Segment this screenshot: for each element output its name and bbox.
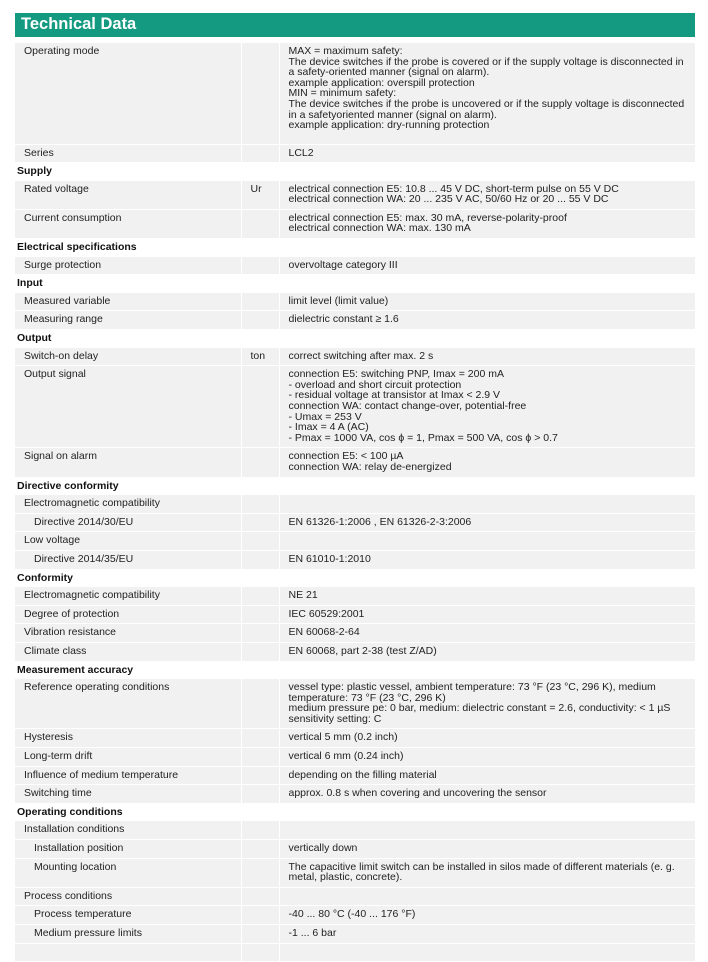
table-row <box>15 43 695 144</box>
row-value: overvoltage category III <box>279 257 695 275</box>
row-value: IEC 60529:2001 <box>279 605 695 624</box>
row-label: Reference operating conditions <box>15 679 241 729</box>
row-label: Electromagnetic compatibility <box>15 587 241 605</box>
row-value: EN 61010-1:2010 <box>279 550 695 569</box>
row-label: Influence of medium temperature <box>15 766 241 785</box>
table-row <box>15 821 695 839</box>
table-row <box>15 311 695 330</box>
previous-page-text-fragment <box>16 0 696 6</box>
section-heading: Measurement accuracy <box>15 661 695 679</box>
row-value: approx. 0.8 s when covering and uncovering the sensor <box>279 785 695 804</box>
table-row <box>15 257 695 275</box>
row-value: LCL2 <box>279 144 695 163</box>
table-row <box>15 943 695 962</box>
table-row <box>15 858 695 887</box>
section-heading: Input <box>15 275 695 293</box>
table-row <box>15 532 695 551</box>
table-row <box>15 748 695 767</box>
row-label: Surge protection <box>15 257 241 275</box>
table-row <box>15 144 695 163</box>
row-label: Low voltage <box>15 532 241 551</box>
section-heading: Conformity <box>15 569 695 587</box>
section-header <box>15 13 695 37</box>
row-value: The capacitive limit switch can be installed in silos made of different materials (e. g. metal, plastic, concrete). <box>279 858 695 887</box>
row-label: Series <box>15 144 241 163</box>
row-label: Long-term drift <box>15 748 241 767</box>
row-label: Measuring range <box>15 311 241 330</box>
row-label: Rated voltage <box>15 181 241 210</box>
table-row <box>15 840 695 859</box>
row-label: Vibration resistance <box>15 624 241 643</box>
section-heading: Operating conditions <box>15 803 695 821</box>
table-row <box>15 513 695 532</box>
row-value: connection E5: switching PNP, Imax = 200 mA - overload and short circuit protection - residual voltage at transistor at Imax < 2.9 V connection WA: contact change-over, potential-free - Umax = 253 V - Imax = 4 A (AC) - Pmax = 1000 VA, cos ϕ = 1, Pmax = 500 VA, cos ϕ > 0.7 <box>279 366 695 448</box>
table-row <box>15 887 695 906</box>
row-label: Directive 2014/35/EU <box>15 550 241 569</box>
row-label: Medium pressure limits <box>15 925 241 944</box>
table-row <box>15 550 695 569</box>
table-row <box>15 587 695 605</box>
table-row <box>15 448 695 477</box>
row-label: Mounting location <box>15 858 241 887</box>
row-value: EN 60068, part 2-38 (test Z/AD) <box>279 642 695 661</box>
row-value: correct switching after max. 2 s <box>279 348 695 366</box>
row-value: vertically down <box>279 840 695 859</box>
row-value: MAX = maximum safety: The device switches if the probe is covered or if the supply voltage is disconnected in a safety-oriented manner (signal on alarm). example application: overspill protection MIN = minimum safety: The device switches if the probe is uncovered or if the supply voltage is disconnected in a safetyoriented manner (signal on alarm). example application: dry-running protection <box>279 43 695 144</box>
row-symbol: Ur <box>241 181 279 210</box>
row-label: Switch-on delay <box>15 348 241 366</box>
row-value: NE 21 <box>279 587 695 605</box>
row-value: depending on the filling material <box>279 766 695 785</box>
row-value: vertical 6 mm (0.24 inch) <box>279 748 695 767</box>
row-label: Operating mode <box>15 43 241 144</box>
table-row <box>15 785 695 804</box>
table-row <box>15 624 695 643</box>
row-label: Output signal <box>15 366 241 448</box>
row-label: Climate class <box>15 642 241 661</box>
row-label: Process conditions <box>15 887 241 906</box>
section-title: Technical Data <box>21 15 137 33</box>
table-row <box>15 495 695 513</box>
table-row <box>15 925 695 944</box>
row-value: vertical 5 mm (0.2 inch) <box>279 729 695 748</box>
row-value: electrical connection E5: max. 30 mA, reverse-polarity-proof electrical connection WA: max. 130 mA <box>279 209 695 238</box>
table-row <box>15 348 695 366</box>
row-value: connection E5: < 100 µA connection WA: relay de-energized <box>279 448 695 477</box>
row-value: limit level (limit value) <box>279 293 695 311</box>
table-row <box>15 293 695 311</box>
row-label: Electromagnetic compatibility <box>15 495 241 513</box>
row-value: EN 60068-2-64 <box>279 624 695 643</box>
row-label: Directive 2014/30/EU <box>15 513 241 532</box>
row-value: electrical connection E5: 10.8 ... 45 V DC, short-term pulse on 55 V DC electrical connection WA: 20 ... 235 V AC, 50/60 Hz or 20 ... 55 V DC <box>279 181 695 210</box>
table-row <box>15 766 695 785</box>
row-value: EN 61326-1:2006 , EN 61326-2-3:2006 <box>279 513 695 532</box>
section-heading: Electrical specifications <box>15 239 695 257</box>
section-heading: Output <box>15 330 695 348</box>
row-label: Hysteresis <box>15 729 241 748</box>
section-heading: Supply <box>15 163 695 181</box>
row-value: -40 ... 80 °C (-40 ... 176 °F) <box>279 906 695 925</box>
table-row <box>15 906 695 925</box>
table-row <box>15 181 695 210</box>
row-label: Signal on alarm <box>15 448 241 477</box>
table-row <box>15 729 695 748</box>
table-row <box>15 679 695 729</box>
technical-data-table <box>15 43 695 962</box>
row-label: Degree of protection <box>15 605 241 624</box>
row-symbol: ton <box>241 348 279 366</box>
row-label: Installation conditions <box>15 821 241 839</box>
table-row <box>15 209 695 238</box>
section-heading: Directive conformity <box>15 477 695 495</box>
row-value: dielectric constant ≥ 1.6 <box>279 311 695 330</box>
table-row <box>15 642 695 661</box>
row-label: Switching time <box>15 785 241 804</box>
row-label: Current consumption <box>15 209 241 238</box>
table-row <box>15 605 695 624</box>
row-label: Installation position <box>15 840 241 859</box>
row-label: Measured variable <box>15 293 241 311</box>
row-value: vessel type: plastic vessel, ambient temperature: 73 °F (23 °C, 296 K), medium temperature: 73 °F (23 °C, 296 K) medium pressure pe: 0 bar, medium: dielectric constant = 2.6, conductivity: < 1 µS sensitivity setting: C <box>279 679 695 729</box>
row-label: Process temperature <box>15 906 241 925</box>
row-value: -1 ... 6 bar <box>279 925 695 944</box>
table-row <box>15 366 695 448</box>
